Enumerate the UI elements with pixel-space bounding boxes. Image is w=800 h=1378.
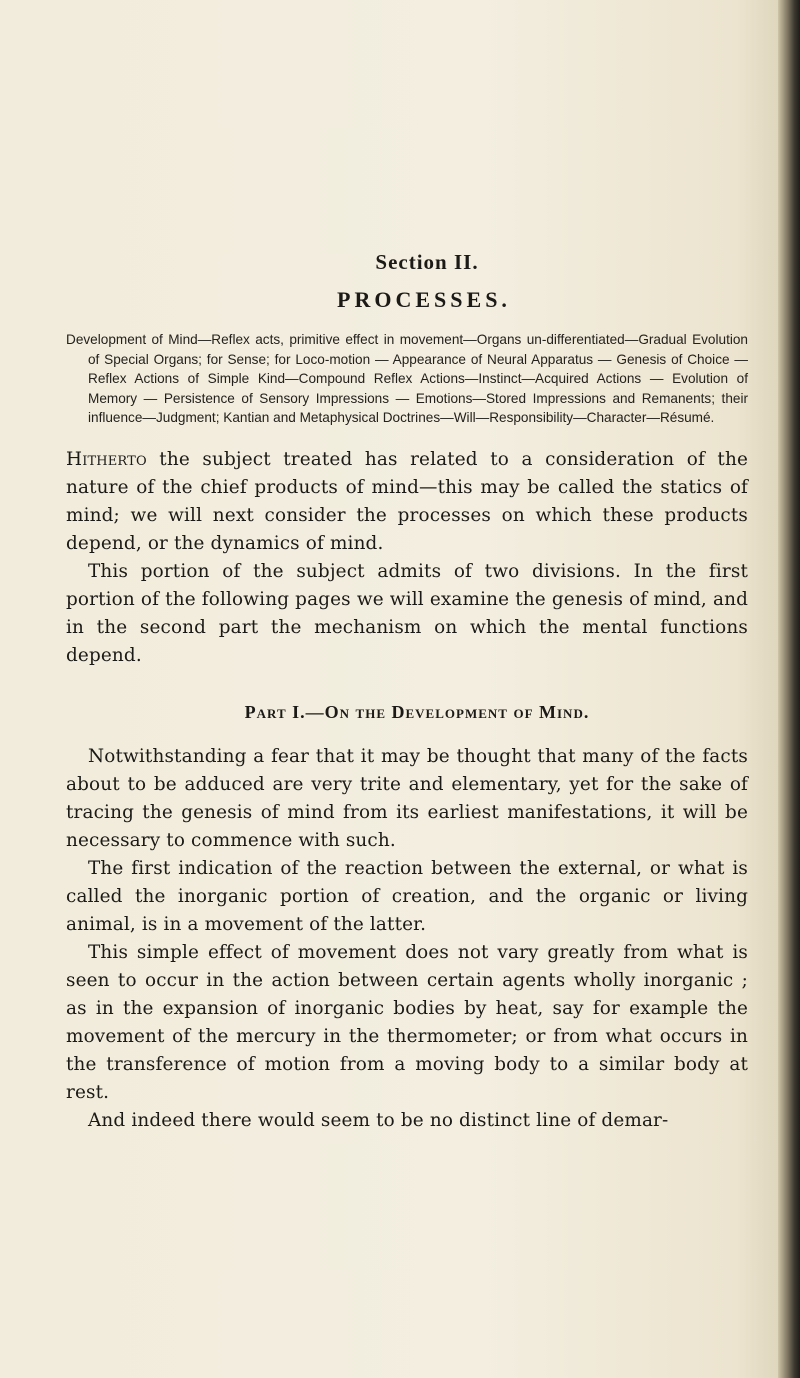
lead-word: Hitherto [66, 448, 147, 470]
part-title: On the Development of Mind. [324, 701, 590, 722]
body-paragraph-1: Notwithstanding a fear that it may be thought that many of the facts about to be adduced are very trite and elementary, yet for the sake of tracing the genesis of mind from its earliest manifestations, it will be necessary to commence with such. [66, 745, 748, 851]
section-title: PROCESSES. [337, 287, 511, 312]
body-paragraph-3: This simple effect of movement does not vary greatly from what is seen to occur in the action between certain agents wholly inorganic ; as in the expansion of inorganic bodies by heat, say for example the movement of the mercury in the thermometer; or from what occurs in the transference of motion from a moving body to a similar body at rest. [66, 941, 748, 1103]
section-label: Section II. [375, 250, 479, 274]
chapter-synopsis: Development of Mind—Reflex acts, primitive effect in movement—Organs un-differentiated—Gradual Evolution of Special Organs; for Sense; for Loco-motion — Appearance of Neural Apparatus — Genesis of Choice — Reflex Actions of Simple Kind—Compound Reflex Actions—Instinct—Acquired Actions — Evolution of Memory — Persistence of Sensory Impressions — Emotions—Stored Impressions and Remanents; their influence—Judgment; Kantian and Metaphysical Doctrines—Will—Responsibility—Character—Résumé. [66, 332, 748, 425]
intro-paragraph-1-text: the subject treated has related to a consideration of the nature of the chief products of mind—this may be called the statics of mind; we will next consider the processes on which these products depend, or the dynamics of mind. [66, 448, 748, 554]
body-paragraph-4: And indeed there would seem to be no distinct line of demar- [88, 1109, 669, 1131]
page-content [66, 250, 748, 1135]
intro-paragraph-1 [66, 446, 748, 558]
part-prefix: Part I.— [244, 701, 325, 722]
body-paragraph-2: The first indication of the reaction between the external, or what is called the inorganic portion of creation, and the organic or living animal, is in a movement of the latter. [66, 857, 748, 935]
book-binding-edge [778, 0, 800, 1378]
part-heading [66, 702, 748, 723]
intro-paragraph-2: This portion of the subject admits of two divisions. In the first portion of the following pages we will examine the genesis of mind, and in the second part the mechanism on which the mental functions depend. [66, 560, 748, 666]
